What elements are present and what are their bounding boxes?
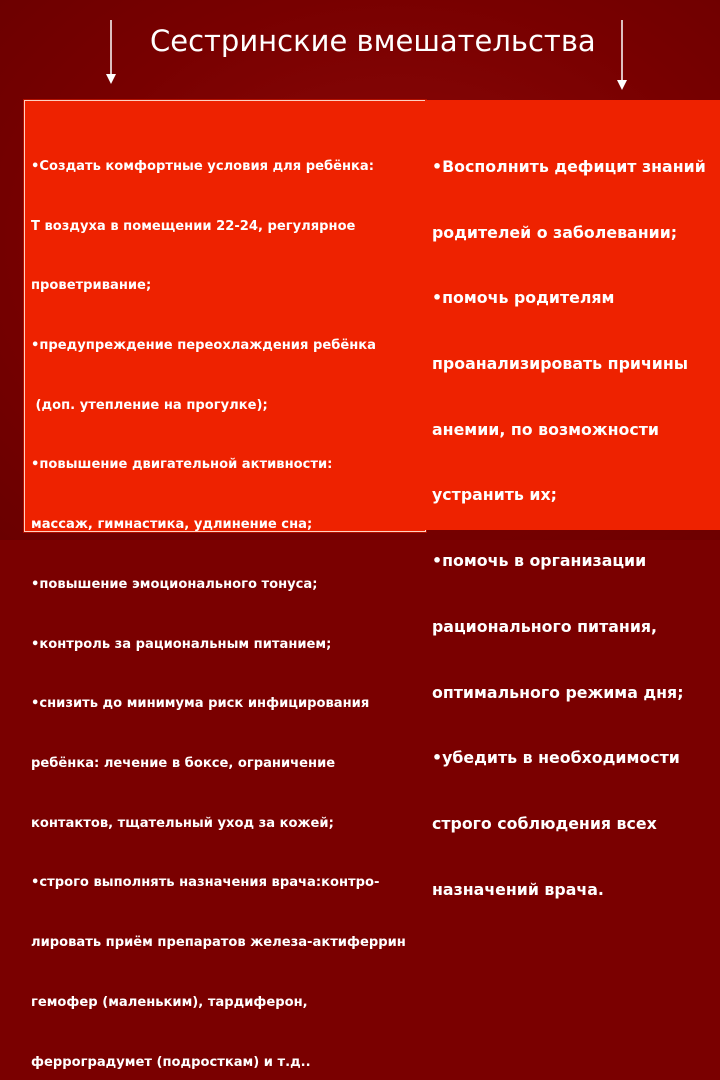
right-line: анемии, по возможности [432, 419, 659, 439]
left-line: •Создать комфортные условия для ребёнка: [31, 158, 375, 174]
right-line: оптимального режима дня; [432, 682, 684, 702]
right-down-arrow-icon [615, 20, 629, 92]
left-line: гемофер (маленьким), тардиферон, [31, 994, 308, 1010]
left-line: •повышение эмоционального тонуса; [31, 576, 318, 592]
right-line: •убедить в необходимости [432, 748, 680, 768]
right-line: родителей о заболевании; [432, 222, 678, 242]
left-line: контактов, тщательный уход за кожей; [31, 815, 334, 831]
left-content-panel [24, 100, 426, 1070]
right-line: проанализировать причины [432, 353, 689, 373]
left-line: ферроградумет (подросткам) и т.д.. [31, 1054, 311, 1070]
right-line: •Восполнить дефицит знаний [432, 156, 706, 176]
right-content-panel [425, 100, 720, 899]
left-line: проветривание; [31, 278, 152, 294]
left-line: ребёнка: лечение в боксе, ограничение [31, 756, 336, 771]
right-line: рационального питания, [432, 616, 658, 636]
left-line: Т воздуха в помещении 22-24, регулярное [31, 218, 356, 234]
slide-title: Сестринские вмешательства [150, 24, 596, 58]
left-line: •контроль за рациональным питанием; [31, 636, 332, 652]
left-line: •повышение двигательной активности: [31, 457, 333, 473]
right-line: устранить их; [432, 485, 557, 505]
right-line: назначений врача. [432, 879, 604, 899]
left-line: •строго выполнять назначения врача:контро- [31, 875, 380, 891]
right-column-text [432, 112, 720, 944]
left-line: •предупреждение переохлаждения ребёнка [31, 337, 376, 353]
left-line: •снизить до минимума риск инфицирования [31, 696, 370, 712]
right-line: •помочь родителям [432, 288, 615, 308]
left-line: массаж, гимнастика, удлинение сна; [31, 517, 313, 533]
right-line: •помочь в организации [432, 551, 647, 571]
left-line: (доп. утепление на прогулке); [31, 397, 268, 413]
left-column-text [31, 117, 451, 1080]
left-down-arrow-icon [104, 20, 118, 86]
left-line: лировать приём препаратов железа-актиферрин [31, 935, 406, 951]
right-line: строго соблюдения всех [432, 814, 657, 833]
